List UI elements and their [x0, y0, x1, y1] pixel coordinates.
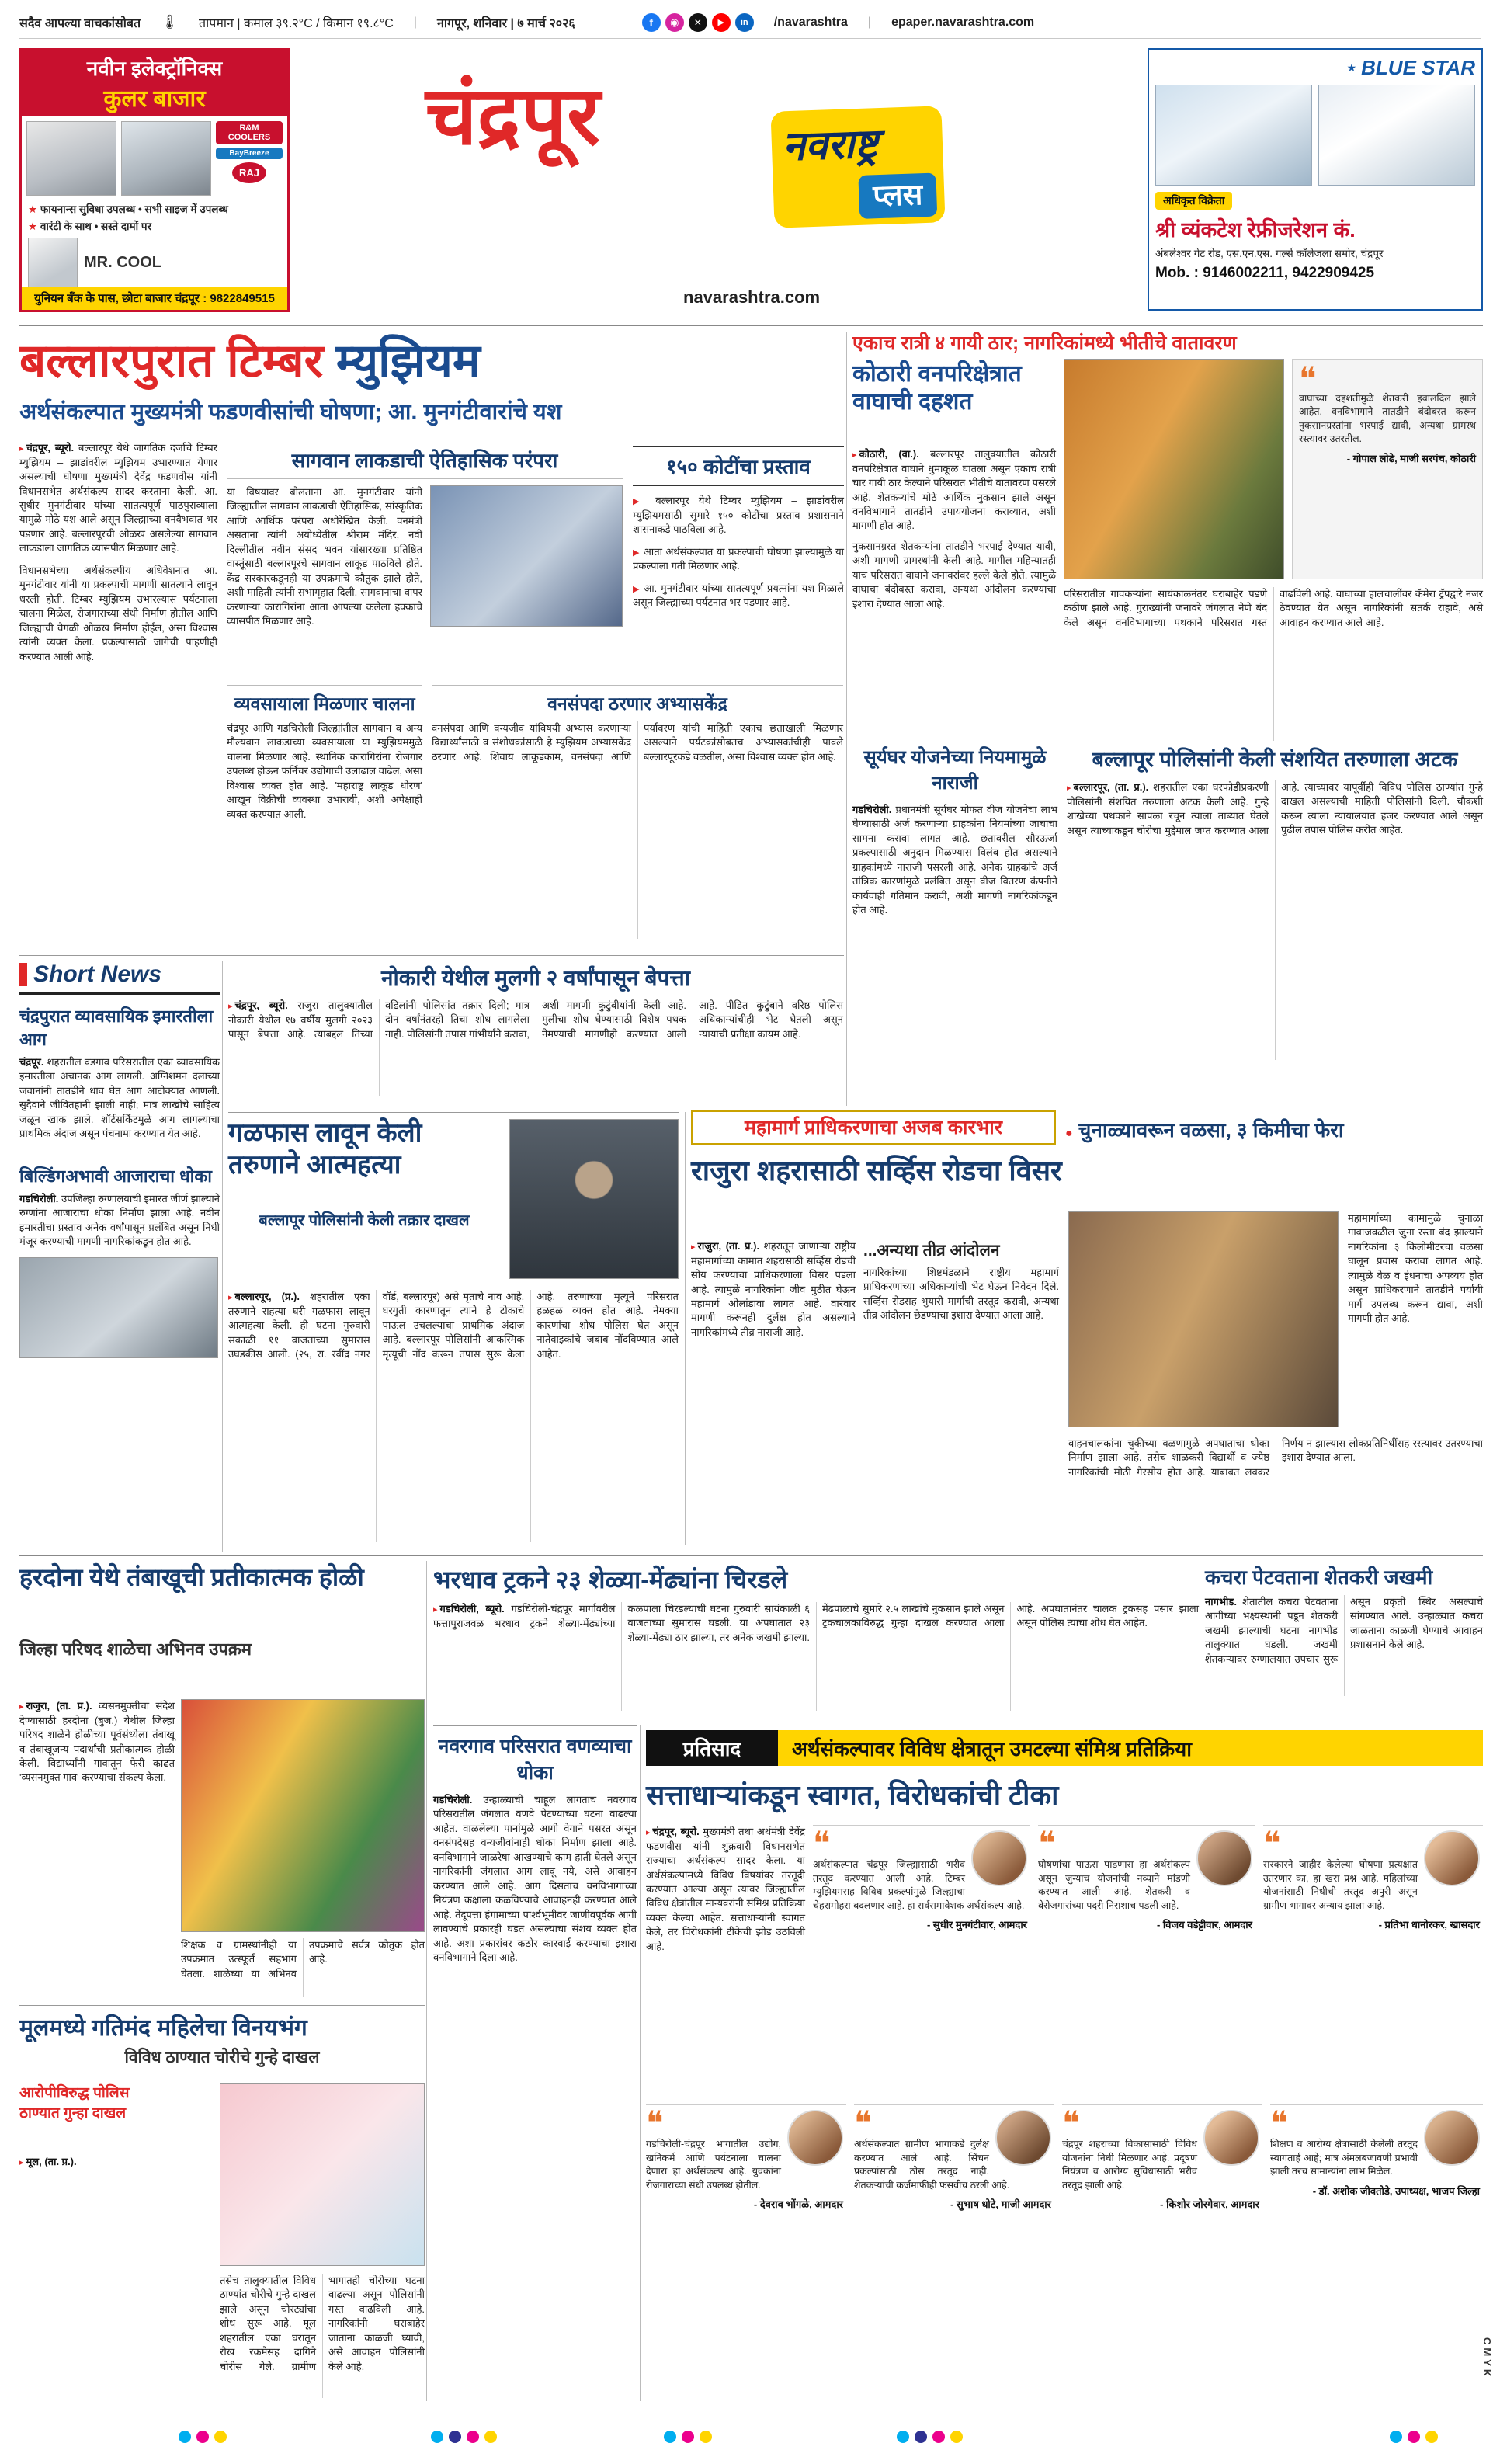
reaction-quote: [1263, 1825, 1483, 2095]
tiger-paragraph: [852, 447, 1056, 533]
registration-dots: [664, 2431, 712, 2443]
triangle-bullet-icon: ▶: [633, 584, 641, 594]
section-rule: [19, 1555, 1483, 1556]
short-news-header: [19, 961, 220, 995]
prastav-box: [633, 446, 844, 679]
pointer-icon: ▸: [691, 1242, 696, 1252]
pointer-icon: ▸: [433, 1605, 438, 1614]
headshot: [1424, 1830, 1480, 1886]
cooler-ad-header: [22, 50, 287, 116]
column-rule: [640, 1725, 641, 2401]
short-item-body: [19, 1055, 220, 1142]
yellow-dot: [214, 2431, 227, 2443]
suryaghar-body: [852, 803, 1057, 918]
baybreeze-logo: BayBreeze: [216, 148, 283, 159]
instagram-icon[interactable]: ◉: [665, 13, 684, 32]
body-text: बल्लारपूर येथे जागतिक दर्जाचे टिम्बर म्युझियम – झाडांवरील म्युझियम उभारण्यात येणार असल्याची घोषणा मुख्यमंत्री देवेंद्र फडणवीस यांनी विधानसभेत अर्थसंकल्प सादर करताना केली. आ. सुधीर मुनगंटीवार यांच्या सातत्यपूर्ण पाठपुराव्याला यामुळे मोठे यश आले असून जिल्ह्याच्या वनवैभवात भर पडणार आहे. बल्लारपूरची ओळख असलेल्या सागवान लाकडाला जागतिक व्यासपीठ मिळणार आहे.: [19, 442, 217, 554]
building-photo: [19, 1257, 218, 1358]
cyan-dot: [664, 2431, 676, 2443]
bullet-icon: ●: [1065, 1127, 1073, 1140]
dateline: कोठारी, (वा.).: [859, 448, 919, 460]
quote-icon: ❝: [1270, 2104, 1288, 2142]
ac-image: [1318, 85, 1475, 186]
dateline: बल्लारपूर, (ता. प्र.).: [1073, 781, 1149, 793]
tiger-quote-block: [1292, 359, 1483, 579]
dateline: चंद्रपूर, ब्यूरो.: [234, 999, 288, 1011]
dateline: राजुरा, (ता. प्र.).: [697, 1240, 760, 1252]
ac-products: [1155, 85, 1475, 186]
cooler-ad: [19, 48, 290, 312]
rajura-headline: राजुरा शहरासाठी सर्व्हिस रोडचा विसर: [691, 1155, 1062, 1187]
quote-attribution: - प्रतिभा धानोरकर, खासदार: [1378, 1919, 1480, 1931]
ac-image: [1155, 85, 1312, 186]
rajura-mid-col: [863, 1239, 1059, 1542]
rajura-article: [691, 1110, 1483, 1545]
cooler-image: [28, 238, 78, 287]
prastav-text: आता अर्थसंकल्पात या प्रकल्पाची घोषणा झाल्यामुळे या प्रकल्पाला गती मिळणार आहे.: [633, 545, 844, 572]
hardona-article: [19, 1562, 425, 1997]
headshot: [787, 2110, 843, 2166]
headline-text: चुनाळ्यावरून वळसा, ३ किमीचा फेरा: [1078, 1118, 1344, 1142]
tiger-article: [852, 329, 1483, 741]
chunala-headline: [1065, 1115, 1483, 1143]
triangle-bullet-icon: ▶: [633, 547, 641, 558]
pointer-icon: ▸: [646, 1828, 651, 1837]
blue-dot: [915, 2431, 927, 2443]
brand-plus: प्लस: [859, 173, 938, 219]
hardona-subhead: जिल्हा परिषद शाळेचा अभिनव उपक्रम: [19, 1639, 252, 1659]
bluestar-logo-row: [1155, 56, 1475, 80]
meeting-photo: [1068, 1211, 1339, 1427]
body-text: मुख्यमंत्री तथा अर्थमंत्री देवेंद्र फडणवीस यांनी शुक्रवारी विधानसभेत राज्याचा अर्थसंकल्प सादर केला. या अर्थसंकल्पामध्ये विविध विषयांवर तरतूदी करण्यात आल्या असून त्यावर जिल्ह्यातील विविध क्षेत्रांतील मान्यवरांनी संमिश्र प्रतिक्रिया व्यक्त केल्या आहेत. सत्ताधाऱ्यांनी स्वागत केले, तर विरोधकांनी टीकेची झोड उठविली आहे.: [646, 1826, 805, 1952]
tagline: सदैव आपल्या वाचकांसोबत: [19, 16, 141, 30]
raj-logo: RAJ: [232, 162, 266, 183]
rajura-body-3: वाहनचालकांना चुकीच्या वळणामुळे अपघाताचा धोका निर्माण झाला आहे. तसेच शाळकरी विद्यार्थी व ज्येष्ठ नागरिकांची मोठी गैरसोय होत आहे. याबाबत लवकर निर्णय न झाल्यास लोकप्रतिनिधींसह रस्त्यावर उतरण्याचा इशारा देण्यात आला.: [1068, 1437, 1483, 1478]
sagwan-article: [227, 446, 623, 679]
yellow-dot: [700, 2431, 712, 2443]
galphas-headline: गळफास लावून केली तरुणाने आत्महत्या: [228, 1118, 422, 1180]
galphas-article: [228, 1112, 679, 1547]
headshot: [1203, 2110, 1259, 2166]
prastav-item: [633, 545, 844, 574]
chunala-body: महामार्गाच्या कामामुळे चुनाळा गावाजवळील जुना रस्ता बंद झाल्याने नागरिकांना ३ किलोमीटरचा वळसा घालून प्रवास करावा लागत आहे. त्यामुळे वेळ व इंधनाचा अपव्यय होत असून प्राधिकरणाने तातडीने पर्यायी मार्ग उपलब्ध करून द्यावा, अशी मागणी होत आहे.: [1348, 1212, 1483, 1325]
cmyk-mark: CMYK: [1481, 2337, 1493, 2380]
headshot: [971, 1830, 1027, 1886]
mul-body-2: तसेच तालुक्यातील विविध ठाण्यांत चोरीचे गुन्हे दाखल झाले असून चोरट्यांचा शोध सुरू आहे. मूल शहरातील एका घरातून रोख रकमेसह दागिने चोरीस गेले. ग्रामीण भागातही चोरीच्या घटना वाढल्या असून पोलिसांनी गस्त वाढविली आहे. नागरिकांनी घराबाहेर जाताना काळजी घ्यावी, असे आवाहन पोलिसांनी केले आहे.: [220, 2275, 425, 2372]
star-icon: ★: [28, 203, 38, 215]
quote-attribution: - विजय वडेट्टीवार, आमदार: [1156, 1919, 1252, 1931]
quote-attribution: - गोपाल लोढे, माजी सरपंच, कोठारी: [1346, 452, 1476, 464]
dealer-tag: अधिकृत विक्रेता: [1155, 192, 1232, 210]
bhardhav-body: [433, 1602, 1199, 1711]
main-paragraph: [19, 441, 217, 556]
short-news-title: Short News: [33, 961, 162, 987]
body-text: उन्हाळ्याची चाहूल लागताच नवरगाव परिसरातील जंगलात वणवे पेटण्याच्या घटना वाढल्या आहेत. वाळलेल्या पानांमुळे आगी वेगाने पसरत असून वनसंपदेसह वन्यजीवांनाही धोका निर्माण झाला आहे. वनविभागाने जाळरेषा आखण्याचे काम हाती घेतले असून नागरिकांनी जंगलात आग लावू नये, असे आवाहन करण्यात आले आहे. आग दिसताच वनविभागाच्या नियंत्रण कक्षाला कळविण्याचे आवाहनही करण्यात आले आहे. तेंदूपत्ता हंगामाच्या पार्श्वभूमीवर जाणीवपूर्वक आगी लावण्याचे प्रकारही घडत असल्याचा संशय व्यक्त होत आहे. अशा प्रकारांवर कठोर कारवाई करण्याचा इशारा वनविभागाने दिला आहे.: [433, 1794, 637, 1963]
bhardhav-article: [433, 1562, 1199, 1718]
registration-dots: [1390, 2431, 1438, 2443]
pratisad-intro: [646, 1825, 805, 2095]
prastav-text: बल्लारपूर येथे टिम्बर म्युझियम – झाडांवरील म्युझियमसाठी सुमारे १५० कोटींचा प्रस्ताव प्रशासनाने शासनाकडे पाठविला आहे.: [633, 495, 844, 536]
vyavasay-headline: व्यवसायाला मिळणार चालना: [227, 685, 422, 715]
quote-icon: ❝: [1062, 2104, 1080, 2142]
body-text: शेतातील कचरा पेटवताना आगीच्या भक्ष्यस्थानी पडून शेतकरी जखमी झाल्याची घटना नागभीड तालुक्यात घडली. जखमी शेतकऱ्यावर रुग्णालयात उपचार सुरू असून प्रकृती स्थिर असल्याचे सांगण्यात आले. उन्हाळ्यात कचरा जाळताना काळजी घेण्याचे आवाहन प्रशासनाने केले आहे.: [1205, 1596, 1483, 1665]
cooler-logos: [216, 121, 283, 196]
quote-text: घोषणांचा पाऊस पाडणारा हा अर्थसंकल्प असून जुन्याच योजनांची नव्याने मांडणी करण्यात आली आहे. शेतकरी व बेरोजगारांच्या पदरी निराशाच पडली आहे.: [1038, 1859, 1190, 1911]
sagwan-headline: सागवान लाकडाची ऐतिहासिक परंपरा: [227, 446, 623, 479]
star-icon: ★: [1346, 61, 1357, 74]
reaction-quote: [1062, 2104, 1262, 2400]
masthead-rule: [19, 325, 1483, 326]
main-paragraph: विधानसभेच्या अर्थसंकल्पीय अधिवेशनात आ. मुनगंटीवार यांनी या प्रकल्पाची मागणी सातत्याने लावून धरली होती. टिम्बर म्युझियम उभारल्यास पर्यटनाला चालना मिळेल, रोजगाराच्या संधी निर्माण होतील आणि जिल्ह्याची वेगळी ओळख निर्माण होईल, असा विश्वास त्यांनी व्यक्त केला. प्रकल्पासाठी जागेची पाहणीही करण्यात आली आहे.: [19, 564, 217, 662]
ad-feature-2: [22, 217, 287, 235]
column-rule: [685, 1112, 686, 1545]
divider: |: [867, 15, 872, 29]
short-news: [19, 961, 220, 1553]
mul-article: [19, 2005, 425, 2403]
cooler-products: [22, 116, 287, 200]
dateline: चंद्रपूर, ब्यूरो.: [652, 1826, 700, 1837]
edition-info: नागपूर, शनिवार | ७ मार्च २०२६: [436, 16, 575, 30]
quote-icon: ❝: [813, 1824, 831, 1862]
vansampada-body: वनसंपदा आणि वन्यजीव यांविषयी अभ्यास करणाऱ्या विद्यार्थ्यांसाठी व संशोधकांसाठी हे म्युझियम अभ्यासकेंद्र ठरणार आहे. शिवाय लाकूडकाम, वनसंपदा आणि पर्यावरण यांची माहिती एकाच छताखाली मिळणार असल्याने पर्यटकांसोबतच अभ्यासकांचीही पावले बल्लारपूरकडे वळतील, असा विश्वास व्यक्त होत आहे.: [432, 722, 843, 763]
short-item-headline: चंद्रपुरात व्यावसायिक इमारतीला आग: [19, 1006, 214, 1049]
quote-text: वाघाच्या दहशतीमुळे शेतकरी हवालदिल झाले आहेत. वनविभागाने तातडीने बंदोबस्त करून नुकसानग्रस्तांना भरपाई द्यावी, अन्यथा ग्रामस्थ रस्त्यावर उतरतील.: [1299, 392, 1476, 445]
mul-side-label: आरोपीविरुद्ध पोलिस ठाण्यात गुन्हा दाखल: [19, 2085, 130, 2122]
site-url[interactable]: navarashtra.com: [683, 287, 821, 307]
vyavasay-article: [227, 685, 422, 953]
short-item-body: [19, 1192, 220, 1249]
mul-headline: मूलमध्ये गतिमंद महिलेचा विनयभंग: [19, 2015, 307, 2041]
pointer-icon: ▸: [19, 444, 24, 454]
quote-icon: ❝: [854, 2104, 872, 2142]
kachra-body: [1205, 1595, 1483, 1696]
reaction-quote: [854, 2104, 1054, 2400]
quote-icon: ❝: [646, 2104, 664, 2142]
brand-name: नवराष्ट्र: [782, 121, 879, 170]
rajura-body-1: [691, 1239, 856, 1542]
bluestar-ad: [1148, 48, 1483, 311]
tiger-paragraph: नुकसानग्रस्त शेतकऱ्यांना तातडीने भरपाई देण्यात यावी, अशी मागणी ग्रामस्थांनी केली आहे. मागील महिन्यातही याच परिसरात वाघाने जनावरांवर हल्ले केले होते. त्यामुळे वाघाचा बंदोबस्त करावा, अन्यथा आंदोलन करण्याचा इशारा देण्यात आला आहे.: [852, 540, 1056, 610]
body-text: प्रधानमंत्री सूर्यघर मोफत वीज योजनेचा लाभ घेण्यासाठी अर्ज करणाऱ्या ग्राहकांना नियमांच्या जाचाचा सामना करावा लागत आहे. छतावरील सौरऊर्जा प्रकल्पासाठी अनुदान मिळण्यास विलंब होत असल्याने ग्राहकांमध्ये नाराजी पसरली आहे. अनेक ग्राहकांचे अर्ज तांत्रिक कारणांमुळे प्रलंबित असून वीज वितरण कंपनीने कार्यवाही गतिमान करावी, अशी मागणी नागरिकांकडून होत आहे.: [852, 804, 1057, 916]
navargaon-article: [433, 1725, 637, 2393]
dateline: चंद्रपूर, ब्यूरो.: [26, 442, 75, 454]
star-icon: ★: [28, 221, 38, 232]
quote-attribution: - डॉ. अशोक जीवतोडे, उपाध्यक्ष, भाजप जिल्हा: [1312, 2184, 1480, 2197]
registration-dots: [431, 2431, 497, 2443]
suryaghar-headline: सूर्यघर योजनेच्या नियमामुळे नाराजी: [863, 747, 1047, 794]
tiger-headline: कोठारी वनपरिक्षेत्रात वाघाची दहशत: [852, 361, 1022, 415]
tiger-body-col: [852, 447, 1056, 741]
sagwan-body-wrap: [227, 485, 623, 629]
dateline: गडचिरोली.: [19, 1192, 59, 1204]
pratisad-section: [646, 1730, 1483, 2404]
thermometer-icon: 🌡: [161, 14, 179, 30]
x-icon[interactable]: ✕: [689, 13, 707, 32]
yellow-dot: [484, 2431, 497, 2443]
dateline: मूल, (ता. प्र.).: [26, 2156, 77, 2167]
pratisad-band-text: अर्थसंकल्पावर विविध क्षेत्रातून उमटल्या संमिश्र प्रतिक्रिया: [778, 1730, 1483, 1766]
headshot: [995, 2110, 1051, 2166]
divider: |: [413, 15, 417, 29]
atak-article: [1067, 744, 1483, 1105]
tiger-photo: [1064, 359, 1284, 579]
pointer-icon: ▸: [1067, 784, 1071, 793]
galphas-subhead: बल्लापूर पोलिसांनी केली तक्रार दाखल: [259, 1212, 470, 1229]
vansampada-article: [432, 685, 843, 953]
youtube-icon[interactable]: ▶: [712, 13, 731, 32]
quote-attribution: - देवराव भोंगळे, आमदार: [753, 2198, 843, 2210]
red-bar-icon: [19, 963, 27, 986]
prastav-item: [633, 494, 844, 537]
reaction-quote: [1038, 1825, 1255, 2095]
magenta-dot: [196, 2431, 209, 2443]
body-text: शहरातून जाणाऱ्या राष्ट्रीय महामार्गाच्या कामात शहरासाठी सर्व्हिस रोडची सोय करण्याचा प्राधिकरणाला विसर पडला आहे. त्यामुळे नागरिकांना जीव मुठीत घेऊन महामार्ग ओलांडावा लागत आहे. वारंवार मागणी करूनही दुर्लक्ष होत असल्याने नागरिकांमध्ये तीव्र नाराजी आहे.: [691, 1240, 856, 1338]
short-item-headline: बिल्डिंगअभावी आजाराचा धोका: [19, 1156, 220, 1187]
andolan-subhead: ...अन्यथा तीव्र आंदोलन: [863, 1242, 1000, 1260]
cooler-image: [121, 121, 211, 196]
quote-text: अर्थसंकल्पात ग्रामीण भागाकडे दुर्लक्ष करण्यात आले आहे. सिंचन प्रकल्पांसाठी ठोस तरतूद नाही. शेतकऱ्यांची कर्जमाफीही फसवीच ठरली आहे.: [854, 2139, 1010, 2191]
prastav-headline: १५० कोटींचा प्रस्ताव: [633, 446, 844, 486]
blue-dot: [449, 2431, 461, 2443]
reaction-quote: [1270, 2104, 1483, 2400]
linkedin-icon[interactable]: in: [735, 13, 754, 32]
dateline: चंद्रपूर.: [19, 1056, 44, 1068]
dateline: गडचिरोली, ब्यूरो.: [439, 1603, 505, 1614]
ad-line2: कुलर बाजार: [103, 86, 206, 112]
masthead-city: चंद्रपूर: [425, 71, 601, 162]
atak-headline: बल्लापूर पोलिसांनी केली संशयित तरुणाला अटक: [1092, 748, 1458, 771]
pointer-icon: ▸: [19, 2158, 24, 2167]
cyan-dot: [897, 2431, 909, 2443]
epaper-url[interactable]: epaper.navarashtra.com: [891, 15, 1035, 29]
cooler-image: [26, 121, 116, 196]
magenta-dot: [682, 2431, 694, 2443]
rajura-body-2: नागरिकांच्या शिष्टमंडळाने राष्ट्रीय महामार्ग प्राधिकरणाच्या अधिकाऱ्यांची भेट घेऊन निवेदन दिले. सर्व्हिस रोडसह भुयारी मार्गाची तरतूद करावी, अन्यथा तीव्र आंदोलन छेडण्याचा इशारा देण्यात आला आहे.: [863, 1267, 1059, 1322]
pointer-icon: ▸: [228, 1293, 233, 1302]
illustration-image: [220, 2083, 425, 2266]
shop-mobile[interactable]: Mob. : 9146002211, 9422909425: [1155, 265, 1375, 281]
reaction-quote: [813, 1825, 1030, 2095]
navargaon-body: [433, 1793, 637, 1965]
quote-icon: ❝: [1038, 1824, 1056, 1862]
bepatta-headline: नोकारी येथील मुलगी २ वर्षांपासून बेपत्ता: [381, 966, 690, 990]
ad-line1: नवीन इलेक्ट्रॉनिक्स: [86, 57, 223, 80]
quote-text: चंद्रपूर शहराच्या विकासासाठी विविध योजनांना निधी मिळणार आहे. प्रदूषण नियंत्रण व आरोग्य सुविधांसाठी भरीव तरतूद झाली आहे.: [1062, 2139, 1197, 2191]
column-rule: [426, 1561, 427, 2401]
kachra-headline: कचरा पेटवताना शेतकरी जखमी: [1205, 1566, 1433, 1589]
noose-photo: [509, 1119, 679, 1279]
body-text: शहरातील वडगाव परिसरातील एका व्यावसायिक इमारतीला अचानक आग लागली. अग्निशमन दलाच्या जवानांनी तातडीने धाव घेत आग आटोक्यात आणली. सुदैवाने जीवितहानी झाली नाही; मात्र लाखोंचे साहित्य जळून खाक झाले. शॉर्टसर्किटमुळे आग लागल्याचा प्राथमिक अंदाज असून पंचनामा करण्यात येत आहे.: [19, 1056, 220, 1140]
mul-body: [19, 2155, 210, 2354]
main-headline: [19, 334, 842, 387]
holi-photo: [181, 1699, 425, 1932]
navargaon-headline: नवरगाव परिसरात वणव्याचा धोका: [438, 1736, 632, 1784]
pointer-icon: ▸: [19, 1702, 24, 1712]
dateline: बल्लारपूर, (प्र.).: [234, 1291, 300, 1302]
magenta-dot: [1408, 2431, 1420, 2443]
body-text: बल्लारपूर तालुक्यातील कोठारी वनपरिक्षेत्रात वाघाने धुमाकूळ घातला असून एकाच रात्री चार गायी ठार केल्याने परिसरात भीतीचे वातावरण पसरले आहे. शेतकऱ्यांचे मोठे आर्थिक नुकसान झाले असून वनविभागाने तातडीने उपाययोजना कराव्यात, अशी मागणी होत आहे.: [852, 448, 1056, 532]
pointer-icon: ▸: [852, 450, 857, 460]
tiger-kicker: एकाच रात्री ४ गायी ठार; नागरिकांमध्ये भीतीचे वातावरण: [852, 332, 1237, 354]
quote-text: शिक्षण व आरोग्य क्षेत्रासाठी केलेली तरतूद स्वागतार्ह आहे; मात्र अंमलबजावणी प्रभावी झाली तरच सामान्यांना लाभ मिळेल.: [1270, 2139, 1418, 2177]
bepatta-body: [228, 999, 843, 1096]
magenta-dot: [932, 2431, 945, 2443]
dateline: गडचिरोली.: [852, 804, 892, 815]
prastav-text: आ. मुनगंटीवार यांच्या सातत्यपूर्ण प्रयत्नांना यश मिळाले असून जिल्ह्याच्या पर्यटनात भर पडणार आहे.: [633, 582, 844, 609]
dateline: गडचिरोली.: [433, 1794, 473, 1805]
tiger-body-2: परिसरातील गावकऱ्यांना सायंकाळनंतर घराबाहेर पडणे कठीण झाले आहे. गुराख्यांनी जनावरे जंगलात नेणे बंद केले असून वनविभागाच्या पथकाने परिसरात गस्त वाढविली आहे. वाघाच्या हालचालींवर कॅमेरा ट्रॅपद्वारे नजर ठेवण्यात येत असून नागरिकांनी सतर्क राहावे, असे आवाहन करण्यात आले आहे.: [1064, 588, 1483, 628]
mrcool-row: [22, 235, 287, 290]
quote-text: गडचिरोली-चंद्रपूर भागातील उद्योग, खनिकर्म आणि पर्यटनाला चालना देणारा हा अर्थसंकल्प आहे. युवकांना रोजगाराच्या संधी उपलब्ध होतील.: [646, 2139, 781, 2191]
mul-subhead: विविध ठाण्यात चोरीचे गुन्हे दाखल: [124, 2049, 320, 2066]
column-rule: [846, 332, 847, 1106]
shop-address: अंबलेश्वर गेट रोड, एस.एन.एस. गर्ल्स कॉलेजला समोर, चंद्रपूर: [1155, 248, 1384, 259]
yellow-dot: [950, 2431, 963, 2443]
cyan-dot: [1390, 2431, 1402, 2443]
atak-body: [1067, 780, 1483, 1060]
suryaghar-article: [852, 744, 1057, 1105]
headshot: [1196, 1830, 1252, 1886]
ad-address: युनियन बँक के पास, छोटा बाजार चंद्रपूर : 9822849515: [22, 287, 287, 310]
kachra-article: [1205, 1562, 1483, 1727]
weather-info: तापमान | कमाल ३९.२°C / किमान १९.८°C: [198, 16, 394, 30]
quote-text: सरकारने जाहीर केलेल्या घोषणा प्रत्यक्षात उतरणार का, हा खरा प्रश्न आहे. महिलांच्या योजनांसाठी निधीची तरतूद अपुरी असून ग्रामीण भागावर अन्याय झाला आहे.: [1263, 1859, 1418, 1911]
bluestar-logo: BLUE STAR: [1361, 56, 1475, 79]
body-text: उपजिल्हा रुग्णालयाची इमारत जीर्ण झाल्याने रुग्णांना आजाराचा धोका निर्माण झाला आहे. नवीन इमारतीचा प्रस्ताव अनेक वर्षांपासून प्रलंबित असून निधी मंजूर करण्याची मागणी नागरिकांकडून होत आहे.: [19, 1192, 220, 1248]
main-subhead: अर्थसंकल्पात मुख्यमंत्री फडणवीसांची घोषणा; आ. मुनगंटीवारांचे यश: [19, 400, 562, 425]
vansampada-headline: वनसंपदा ठरणार अभ्यासकेंद्र: [432, 685, 843, 715]
cyan-dot: [431, 2431, 443, 2443]
social-icons: [642, 13, 754, 32]
registration-dots: [897, 2431, 963, 2443]
dateline: नागभीड.: [1205, 1596, 1237, 1607]
cyan-dot: [179, 2431, 191, 2443]
hardona-body: [19, 1699, 175, 1997]
bhardhav-headline: भरधाव ट्रकने २३ शेळ्या-मेंढ्यांना चिरडले: [433, 1566, 788, 1593]
brand-logo: [770, 106, 945, 228]
main-headline-blue: म्युझियम: [323, 335, 481, 387]
quote-attribution: - सुधीर मुनगंटीवार, आमदार: [926, 1919, 1027, 1931]
bepatta-article: [228, 963, 843, 1107]
sagwan-body: या विषयावर बोलताना आ. मुनगंटीवार यांनी जिल्ह्यातील सागवान लाकडाची ऐतिहासिक, सांस्कृतिक आणि आर्थिक परंपरा अधोरेखित केली. वनमंत्री असताना त्यांनी अयोध्येतील श्रीराम मंदिर, नवी दिल्लीतील नवीन संसद भवन यांसारख्या प्रतिष्ठित वास्तूंसाठी बल्लारपूरचे सागवान लाकूड पाठविले होते. केंद्र सरकारकडूनही या उपक्रमाचे कौतुक झाले होते, अशी माहिती त्यांनी सभागृहात दिली. सागवानाचा वापर करणाऱ्या कारागिरांना आता आपल्या कलेला हक्काचे व्यासपीठ मिळणार आहे.: [227, 486, 422, 627]
shop-name: श्री व्यंकटेश रेफ्रीजरेशन कं.: [1155, 218, 1356, 242]
body-text: व्यसनमुक्तीचा संदेश देण्यासाठी हरदोना (बुज.) येथील जिल्हा परिषद शाळेने होळीच्या पूर्वसंध्येला तंबाखू व तंबाखूजन्य पदार्थांची प्रतीकात्मक होळी केली. विद्यार्थ्यांनी गावातून फेरी काढत 'व्यसनमुक्त गाव' करण्याचा संकल्प केला.: [19, 1700, 175, 1784]
registration-dots: [179, 2431, 227, 2443]
triangle-bullet-icon: ▶: [633, 497, 647, 506]
rm-coolers-logo: R&M COOLERS: [216, 121, 283, 144]
pratisad-headline: सत्ताधाऱ्यांकडून स्वागत, विरोधकांची टीका: [646, 1779, 1059, 1811]
feature-text: फायनान्स सुविधा उपलब्ध • सभी साइज में उपलब्ध: [40, 203, 228, 215]
dateline: राजुरा, (ता. प्र.).: [26, 1700, 92, 1712]
magenta-dot: [467, 2431, 479, 2443]
section-rule: [19, 955, 844, 956]
quote-attribution: - सुभाष धोटे, माजी आमदार: [950, 2198, 1051, 2210]
headshot: [1424, 2110, 1480, 2166]
topbar: [19, 6, 1481, 39]
feature-text: वारंटी के साथ • सस्ते दामों पर: [40, 221, 152, 232]
hardona-body-2: शिक्षक व ग्रामस्थांनीही या उपक्रमात उत्स्फूर्त सहभाग घेतला. शाळेच्या या अभिनव उपक्रमाचे सर्वत्र कौतुक होत आहे.: [181, 1939, 425, 1979]
minister-photo: [430, 485, 623, 627]
hardona-headline: हरदोना येथे तंबाखूची प्रतीकात्मक होळी: [19, 1563, 364, 1591]
mr-cool-logo: MR. COOL: [84, 253, 161, 271]
quote-icon: ❝: [1299, 360, 1317, 398]
ad-feature-1: [22, 200, 287, 217]
column-rule: [222, 961, 223, 1552]
main-headline-red: बल्लारपुरात टिम्बर: [19, 335, 324, 387]
body-text: राजुरा तालुक्यातील नोकारी येथील १७ वर्षीय मुलगी २०२३ पासून बेपत्ता आहे. त्याबद्दल तिच्या वडिलांनी पोलिसांत तक्रार दिली; मात्र दोन वर्षांनंतरही तिचा शोध लागलेला नाही. पोलिसांनी तपास गांभीर्याने करावा, अशी मागणी कुटुंबीयांनी केली आहे. मुलीचा शोध घेण्यासाठी विशेष पथक नेमण्याची मागणीही करण्यात आली आहे. पीडित कुटुंबाने वरिष्ठ पोलिस अधिकाऱ्यांचीही भेट घेतली असून न्यायाची प्रतीक्षा कायम आहे.: [228, 999, 843, 1041]
yellow-dot: [1425, 2431, 1438, 2443]
main-body: [19, 441, 217, 954]
facebook-icon[interactable]: f: [642, 13, 661, 32]
galphas-body: [228, 1290, 679, 1542]
quote-icon: ❝: [1263, 1824, 1281, 1862]
body-text: शहरातील एका घरफोडीप्रकरणी पोलिसांनी संशयित तरुणाला अटक केली आहे. गुन्हे शाखेच्या पथकाने सापळा रचून त्याला ताब्यात घेतले असून त्याच्याकडून चोरीचा मुद्देमाल जप्त करण्यात आला आहे. त्याच्यावर यापूर्वीही विविध पोलिस ठाण्यांत गुन्हे दाखल असल्याची माहिती पोलिसांनी दिली. चौकशी करून त्याला न्यायालयात हजर करण्यात आले असून पुढील तपास पोलिस करीत आहेत.: [1067, 781, 1483, 836]
social-handle[interactable]: /navarashtra: [773, 15, 848, 29]
quote-text: अर्थसंकल्पात चंद्रपूर जिल्ह्यासाठी भरीव तरतूद करण्यात आली आहे. टिम्बर म्युझियमसह विविध प्रकल्पांमुळे जिल्ह्याचा चेहरामोहरा बदलणार आहे. हा सर्वसमावेशक अर्थसंकल्प आहे.: [813, 1859, 1025, 1911]
pratisad-band: [646, 1730, 1483, 1766]
pratisad-tag: प्रतिसाद: [646, 1730, 778, 1766]
prastav-item: [633, 582, 844, 610]
quote-attribution: - किशोर जोरगेवार, आमदार: [1160, 2198, 1259, 2210]
pointer-icon: ▸: [228, 1002, 233, 1011]
body-text: गडचिरोली-चंद्रपूर मार्गावरील फत्तापुराजवळ भरधाव ट्रकने शेळ्या-मेंढ्यांच्या कळपाला चिरडल्याची घटना गुरुवारी सायंकाळी ६ वाजताच्या सुमारास घडली. या अपघातात २३ शेळ्या-मेंढ्या ठार झाल्या, तर अनेक जखमी झाल्या. मेंढपाळाचे सुमारे २.५ लाखांचे नुकसान झाले असून ट्रकचालकाविरुद्ध गुन्हा दाखल करण्यात आला आहे. अपघातानंतर चालक ट्रकसह पसार झाला असून पोलिस त्याचा शोध घेत आहेत.: [433, 1603, 1199, 1643]
body-text: शहरातील एका तरुणाने राहत्या घरी गळफास लावून आत्महत्या केली. ही घटना गुरुवारी सकाळी ११ वाजताच्या सुमारास उघडकीस आली. (२५, रा. रवींद्र नगर वॉर्ड, बल्लारपूर) असे मृताचे नाव आहे. घरगुती कारणातून त्याने हे टोकाचे पाऊल उचलल्याचा प्राथमिक अंदाज आहे. बल्लारपूर पोलिसांनी आकस्मिक मृत्यूची नोंद करून तपास सुरू केला आहे. तरुणाच्या मृत्यूने परिसरात हळहळ व्यक्त होत आहे. नेमक्या कारणांचा शोध पोलिस घेत असून नातेवाइकांचे जबाब नोंदविण्यात आले आहेत.: [228, 1291, 679, 1360]
reaction-quote: [646, 2104, 846, 2400]
rajura-kicker: महामार्ग प्राधिकरणाचा अजब कारभार: [691, 1110, 1056, 1145]
vyavasay-body: चंद्रपूर आणि गडचिरोली जिल्ह्यांतील सागवान व अन्य मौल्यवान लाकडाच्या व्यवसायाला या म्युझियममुळे चालना मिळणार आहे. स्थानिक कारागिरांना रोजगार उपलब्ध होऊन फर्निचर उद्योगाची उलाढाल वाढेल, असा विश्वास व्यक्त होत आहे. 'महाराष्ट्र लाकूड धोरण' आखून विक्रीची व्यवस्था उभारावी, अशी अपेक्षाही व्यक्त करण्यात आली.: [227, 722, 422, 820]
